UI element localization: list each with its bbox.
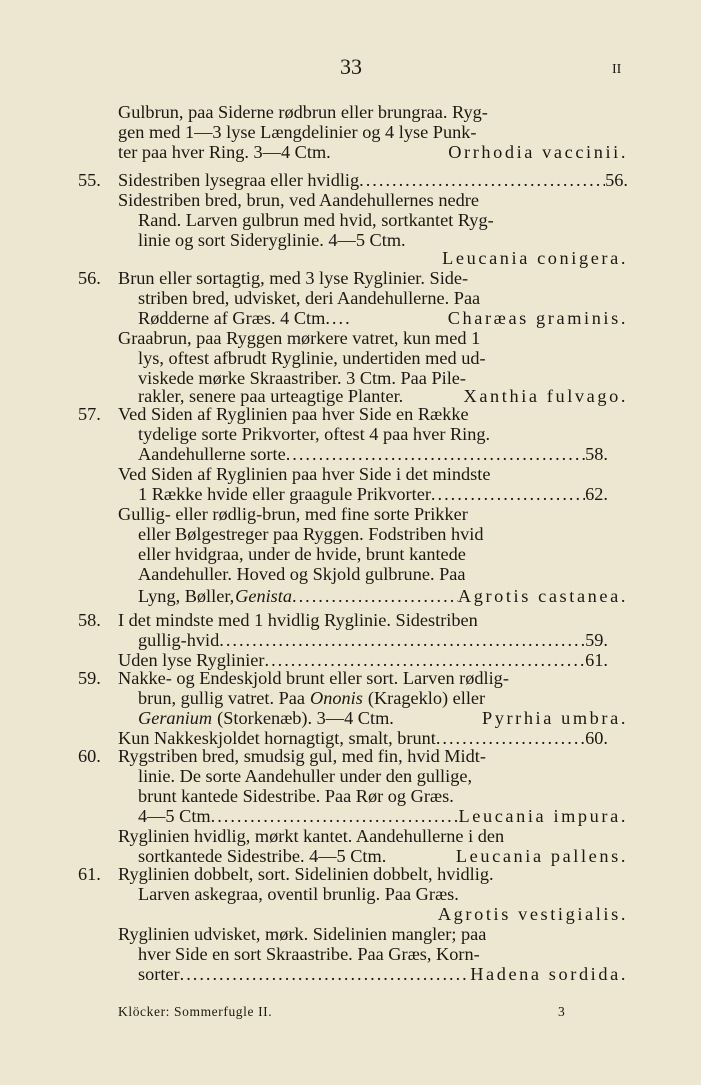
- entry-number: 55.: [78, 170, 101, 190]
- text-line: [118, 142, 628, 162]
- entry-number: 56.: [78, 268, 101, 288]
- text-line: brunt kantede Sidestribe. Paa Rør og Græs.: [138, 786, 454, 806]
- species-name: Orrhodia vaccinii.: [448, 142, 628, 162]
- text-segment: 1 Række hvide eller graagule Prikvorter: [138, 484, 431, 504]
- key-reference: 61.: [585, 650, 608, 670]
- species-line: [138, 904, 628, 924]
- text-line: Gullig- eller rødlig-brun, med fine sorte Prikker: [118, 504, 468, 524]
- text-line: eller hvidgraa, under de hvide, brunt kantede: [138, 544, 466, 564]
- text-line: Rand. Larven gulbrun med hvid, sortkantet Ryg-: [138, 210, 494, 230]
- text-line: I det mindste med 1 hvidlig Ryglinie. Sidestriben: [118, 610, 478, 630]
- key-line: [138, 964, 628, 984]
- text-line: Graabrun, paa Ryggen mørkere vatret, kun med 1: [118, 328, 481, 348]
- text-line: striben bred, udvisket, deri Aandehullerne. Paa: [138, 288, 481, 308]
- text-line: [138, 688, 485, 708]
- text-line: Ved Siden af Ryglinien paa hver Side en Række: [118, 404, 469, 424]
- text-line: tydelige sorte Prikvorter, oftest 4 paa hver Ring.: [138, 424, 491, 444]
- key-line: [138, 308, 628, 328]
- text-line: Ryglinien hvidlig, mørkt kantet. Aandehullerne i den: [118, 826, 505, 846]
- species-name: Xanthia fulvago.: [463, 386, 628, 406]
- key-line: [118, 170, 628, 190]
- species-name: Agrotis vestigialis.: [437, 904, 628, 924]
- key-reference: 62.: [585, 484, 608, 504]
- page-number: 33: [340, 54, 362, 79]
- species-name: Charæas graminis.: [447, 308, 628, 328]
- text-segment: sorter: [138, 964, 180, 984]
- text-line: Rygstriben bred, smudsig gul, med fin, hvid Midt-: [118, 746, 486, 766]
- signature-mark: II: [612, 62, 622, 77]
- text-line: Sidestriben bred, brun, ved Aandehullernes nedre: [118, 190, 479, 210]
- key-line: [118, 728, 608, 748]
- entry-number: 58.: [78, 610, 101, 630]
- text-segment: Uden lyse Ryglinier: [118, 650, 265, 670]
- footer-gathering-number: 3: [558, 1004, 565, 1019]
- text-segment: Ononis: [310, 688, 363, 708]
- text-line: hver Side en sort Skraastribe. Paa Græs, Korn-: [138, 944, 480, 964]
- text-line: linie og sort Sideryglinie. 4—5 Ctm.: [138, 230, 406, 250]
- text-segment: (Krageklo) eller: [367, 688, 486, 708]
- text-segment: Geranium: [138, 708, 213, 728]
- species-name: Leucania impura.: [458, 806, 628, 826]
- species-name: Hadena sordida.: [470, 964, 628, 984]
- key-reference: 59.: [585, 630, 608, 650]
- text-line: lys, oftest afbrudt Ryglinie, undertiden med ud-: [138, 348, 486, 368]
- text-line: Ved Siden af Ryglinien paa hver Side i det mindste: [118, 464, 491, 484]
- text-line: Ryglinien udvisket, mørk. Sidelinien mangler; paa: [118, 924, 487, 944]
- text-line: [138, 708, 628, 728]
- text-segment: brun, gullig vatret. Paa: [138, 688, 306, 708]
- species-name: Pyrrhia umbra.: [481, 708, 628, 728]
- text-line: [138, 846, 628, 866]
- species-name: Leucania pallens.: [455, 846, 628, 866]
- footer-signature: Klöcker: Sommerfugle II.: [118, 1004, 273, 1019]
- text-segment: Genista: [235, 586, 292, 606]
- key-reference: 58.: [585, 444, 608, 464]
- text-line: Brun eller sortagtig, med 3 lyse Ryglinier. Side-: [118, 268, 469, 288]
- text-segment: Lyng, Bøller,: [138, 586, 235, 606]
- species-name: Agrotis castanea.: [457, 586, 628, 606]
- entry-number: 59.: [78, 668, 101, 688]
- key-line: [118, 650, 608, 670]
- key-line: [138, 630, 608, 650]
- species-name: Leucania conigera.: [442, 248, 628, 268]
- text-line: viskede mørke Skraastriber. 3 Ctm. Paa Pile-: [138, 368, 466, 388]
- entry-number: 57.: [78, 404, 101, 424]
- text-line: eller Bølgestreger paa Ryggen. Fodstriben hvid: [138, 524, 484, 544]
- text-segment: gullig-hvid: [138, 630, 220, 650]
- text-segment: sortkantede Sidestribe. 4—5 Ctm.: [138, 846, 387, 866]
- key-line: [138, 444, 608, 464]
- entry-number: 60.: [78, 746, 101, 766]
- text-line: Gulbrun, paa Siderne rødbrun eller brungraa. Ryg-: [118, 102, 488, 122]
- species-line: [138, 248, 628, 268]
- key-line: [138, 586, 628, 606]
- text-line: Ryglinien dobbelt, sort. Sidelinien dobbelt, hvidlig.: [118, 864, 494, 884]
- text-segment: Kun Nakkeskjoldet hornagtigt, smalt, brunt: [118, 728, 436, 748]
- text-line: Larven askegraa, oventil brunlig. Paa Græs.: [138, 884, 459, 904]
- key-line: [138, 484, 608, 504]
- text-segment: (Storkenæb). 3—4 Ctm.: [217, 708, 394, 728]
- text-line: linie. De sorte Aandehuller under den gullige,: [138, 766, 473, 786]
- key-line: [138, 806, 628, 826]
- text-line: Aandehuller. Hoved og Skjold gulbrune. Paa: [138, 564, 466, 584]
- text-segment: Sidestriben lysegraa eller hvidlig: [118, 170, 360, 190]
- key-reference: 60.: [585, 728, 608, 748]
- text-segment: Aandehullerne sorte: [138, 444, 286, 464]
- text-line: Nakke- og Endeskjold brunt eller sort. Larven rødlig-: [118, 668, 509, 688]
- key-reference: 56.: [605, 170, 628, 190]
- text-line: [138, 386, 628, 406]
- text-line: gen med 1—3 lyse Længdelinier og 4 lyse Punk-: [118, 122, 477, 142]
- text-segment: rakler, senere paa urteagtige Planter.: [138, 386, 404, 406]
- text-segment: 4—5 Ctm: [138, 806, 211, 826]
- entry-number: 61.: [78, 864, 101, 884]
- text-segment: Rødderne af Græs. 4 Ctm: [138, 308, 326, 328]
- text-segment: ter paa hver Ring. 3—4 Ctm.: [118, 142, 331, 162]
